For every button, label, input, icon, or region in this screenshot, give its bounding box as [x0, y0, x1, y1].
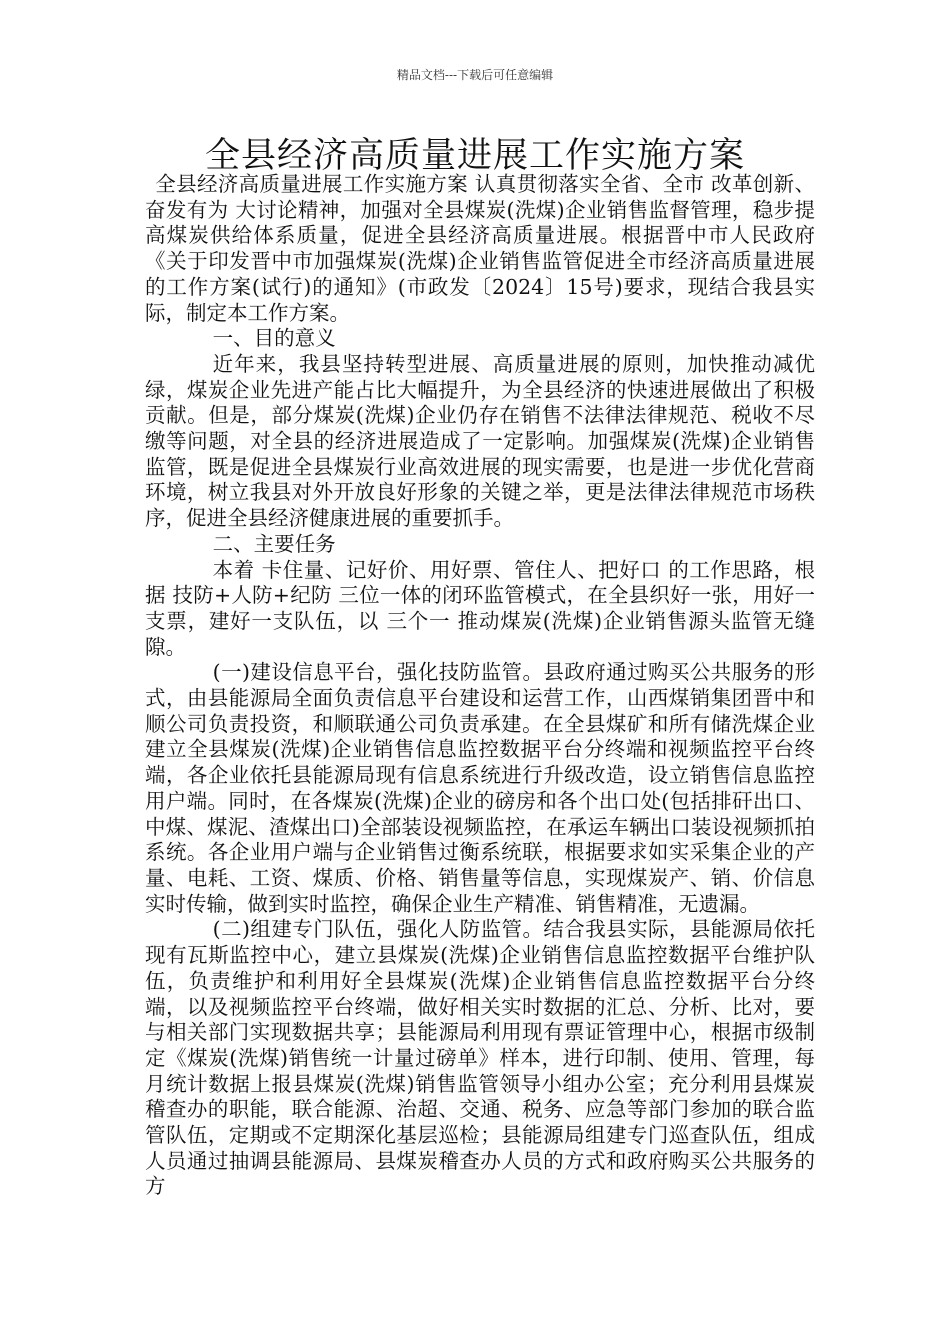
- body-paragraph: 本着 卡住量、记好价、用好票、管住人、把好口 的工作思路，根据 技防+人防+纪防 三位一体的闭环监管模式，在全县织好一张，用好一支票，建好一支队伍，以 三个一 推动煤炭(洗煤)企业销售源头监管无缝隙。: [145, 557, 815, 659]
- document-title: 全县经济高质量进展工作实施方案: [204, 136, 745, 176]
- intro-paragraph: 全县经济高质量进展工作实施方案 认真贯彻落实全省、全市 改革创新、奋发有为 大讨论精神，加强对全县煤炭(洗煤)企业销售监督管理，稳步提高煤炭供给体系质量，促进全县经济高质量进展。根据晋中市人民政府《关于印发晋中市加强煤炭(洗煤)企业销售监管促进全市经济高质量进展的工作方案(试行)的通知》(市政发〔2024〕15号)要求，现结合我县实际，制定本工作方案。: [145, 172, 815, 325]
- body-paragraph: (一)建设信息平台，强化技防监管。县政府通过购买公共服务的形式，由县能源局全面负责信息平台建设和运营工作，山西煤销集团晋中和顺公司负责投资，和顺联通公司负责承建。在全县煤矿和所有储洗煤企业建立全县煤炭(洗煤)企业销售信息监控数据平台分终端和视频监控平台终端，各企业依托县能源局现有信息系统进行升级改造，设立销售信息监控用户端。同时，在各煤炭(洗煤)企业的磅房和各个出口处(包括排矸出口、中煤、煤泥、渣煤出口)全部装设视频监控，在承运车辆出口装设视频抓拍系统。各企业用户端与企业销售过衡系统联，根据要求如实采集企业的产量、电耗、工资、煤质、价格、销售量等信息，实现煤炭产、销、价信息实时传输，做到实时监控，确保企业生产精准、销售精准，无遗漏。: [145, 660, 815, 916]
- section-heading-tasks: 二、主要任务: [212, 531, 336, 556]
- body-paragraph: 近年来，我县坚持转型进展、高质量进展的原则，加快推动减优绿，煤炭企业先进产能占比大幅提升，为全县经济的快速进展做出了积极贡献。但是，部分煤炭(洗煤)企业仍存在销售不法律法律规范、税收不尽缴等问题，对全县的经济进展造成了一定影响。加强煤炭(洗煤)企业销售监管，既是促进全县煤炭行业高效进展的现实需要，也是进一步优化营商环境，树立我县对外开放良好形象的关键之举，更是法律法律规范市场秩序，促进全县经济健康进展的重要抓手。: [145, 351, 815, 531]
- document-body: [145, 172, 815, 1200]
- page-header: 精品文档---下载后可任意编辑: [396, 68, 554, 82]
- body-paragraph: (二)组建专门队伍，强化人防监管。结合我县实际，县能源局依托现有瓦斯监控中心，建立县煤炭(洗煤)企业销售信息监控数据平台维护队伍，负责维护和利用好全县煤炭(洗煤)企业销售信息监控数据平台分终端，以及视频监控平台终端，做好相关实时数据的汇总、分析、比对，要与相关部门实现数据共享；县能源局利用现有票证管理中心，根据市级制定《煤炭(洗煤)销售统一计量过磅单》样本，进行印制、使用、管理，每月统计数据上报县煤炭(洗煤)销售监管领导小组办公室；充分利用县煤炭稽查办的职能，联合能源、治超、交通、税务、应急等部门参加的联合监管队伍，定期或不定期深化基层巡检；县能源局组建专门巡查队伍，组成人员通过抽调县能源局、县煤炭稽查办人员的方式和政府购买公共服务的方: [145, 917, 815, 1199]
- section-heading-purpose: 一、目的意义: [212, 326, 336, 351]
